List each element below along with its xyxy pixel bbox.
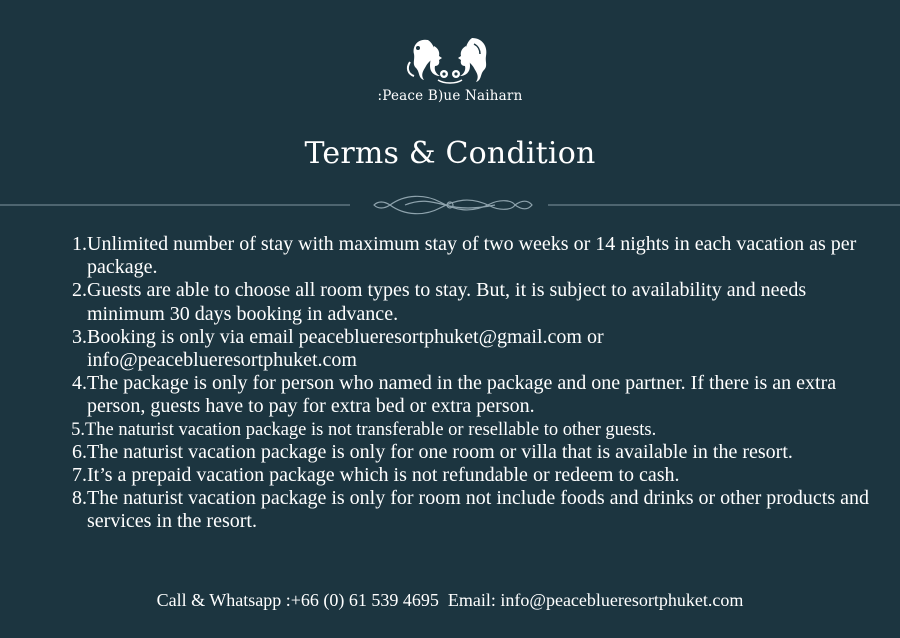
term-text: Unlimited number of stay with maximum stay of two weeks or 14 nights in each vacation as per package.	[87, 233, 857, 279]
term-item	[66, 487, 874, 533]
term-item	[66, 233, 874, 279]
term-item	[64, 419, 874, 441]
term-number: 5.	[71, 419, 85, 440]
term-text: It’s a prepaid vacation package which is not refundable or redeem to cash.	[87, 463, 680, 486]
term-text: The package is only for person who named in the package and one partner. If there is an extra person, guests have to pay for extra bed or extra person.	[87, 372, 837, 418]
brand-name: :Peace B)ue Naiharn	[377, 88, 523, 104]
term-number: 2.	[72, 279, 87, 302]
flourish-divider-icon	[0, 190, 900, 220]
term-number: 3.	[72, 325, 87, 348]
term-item	[66, 372, 874, 418]
term-text: Booking is only via email peaceblueresortphuket@gmail.com or info@peaceblueresortphuket.com	[87, 325, 604, 372]
term-item	[66, 326, 874, 372]
term-item	[66, 464, 874, 487]
terms-list	[66, 233, 874, 533]
term-number: 1.	[72, 233, 87, 255]
term-text: The naturist vacation package is only for one room or villa that is available in the resort.	[87, 440, 793, 463]
term-item	[66, 279, 874, 325]
term-text: The naturist vacation package is not transferable or resellable to other guests.	[85, 419, 657, 440]
contact-line: Call & Whatsapp :+66 (0) 61 539 4695 Email: info@peaceblueresortphuket.com	[156, 590, 744, 610]
term-number: 7.	[72, 463, 87, 486]
term-number: 4.	[72, 372, 87, 395]
brand-logo	[0, 34, 900, 104]
page-title: Terms & Condition	[304, 136, 596, 171]
term-number: 8.	[72, 487, 87, 510]
term-text: The naturist vacation package is only for room not include foods and drinks or other products and services in the resort.	[87, 487, 870, 533]
term-text: Guests are able to choose all room types to stay. But, it is subject to availability and needs minimum 30 days booking in advance.	[87, 279, 807, 325]
term-item	[66, 441, 874, 464]
two-faces-logo-icon	[398, 34, 502, 86]
term-number: 6.	[72, 440, 87, 463]
